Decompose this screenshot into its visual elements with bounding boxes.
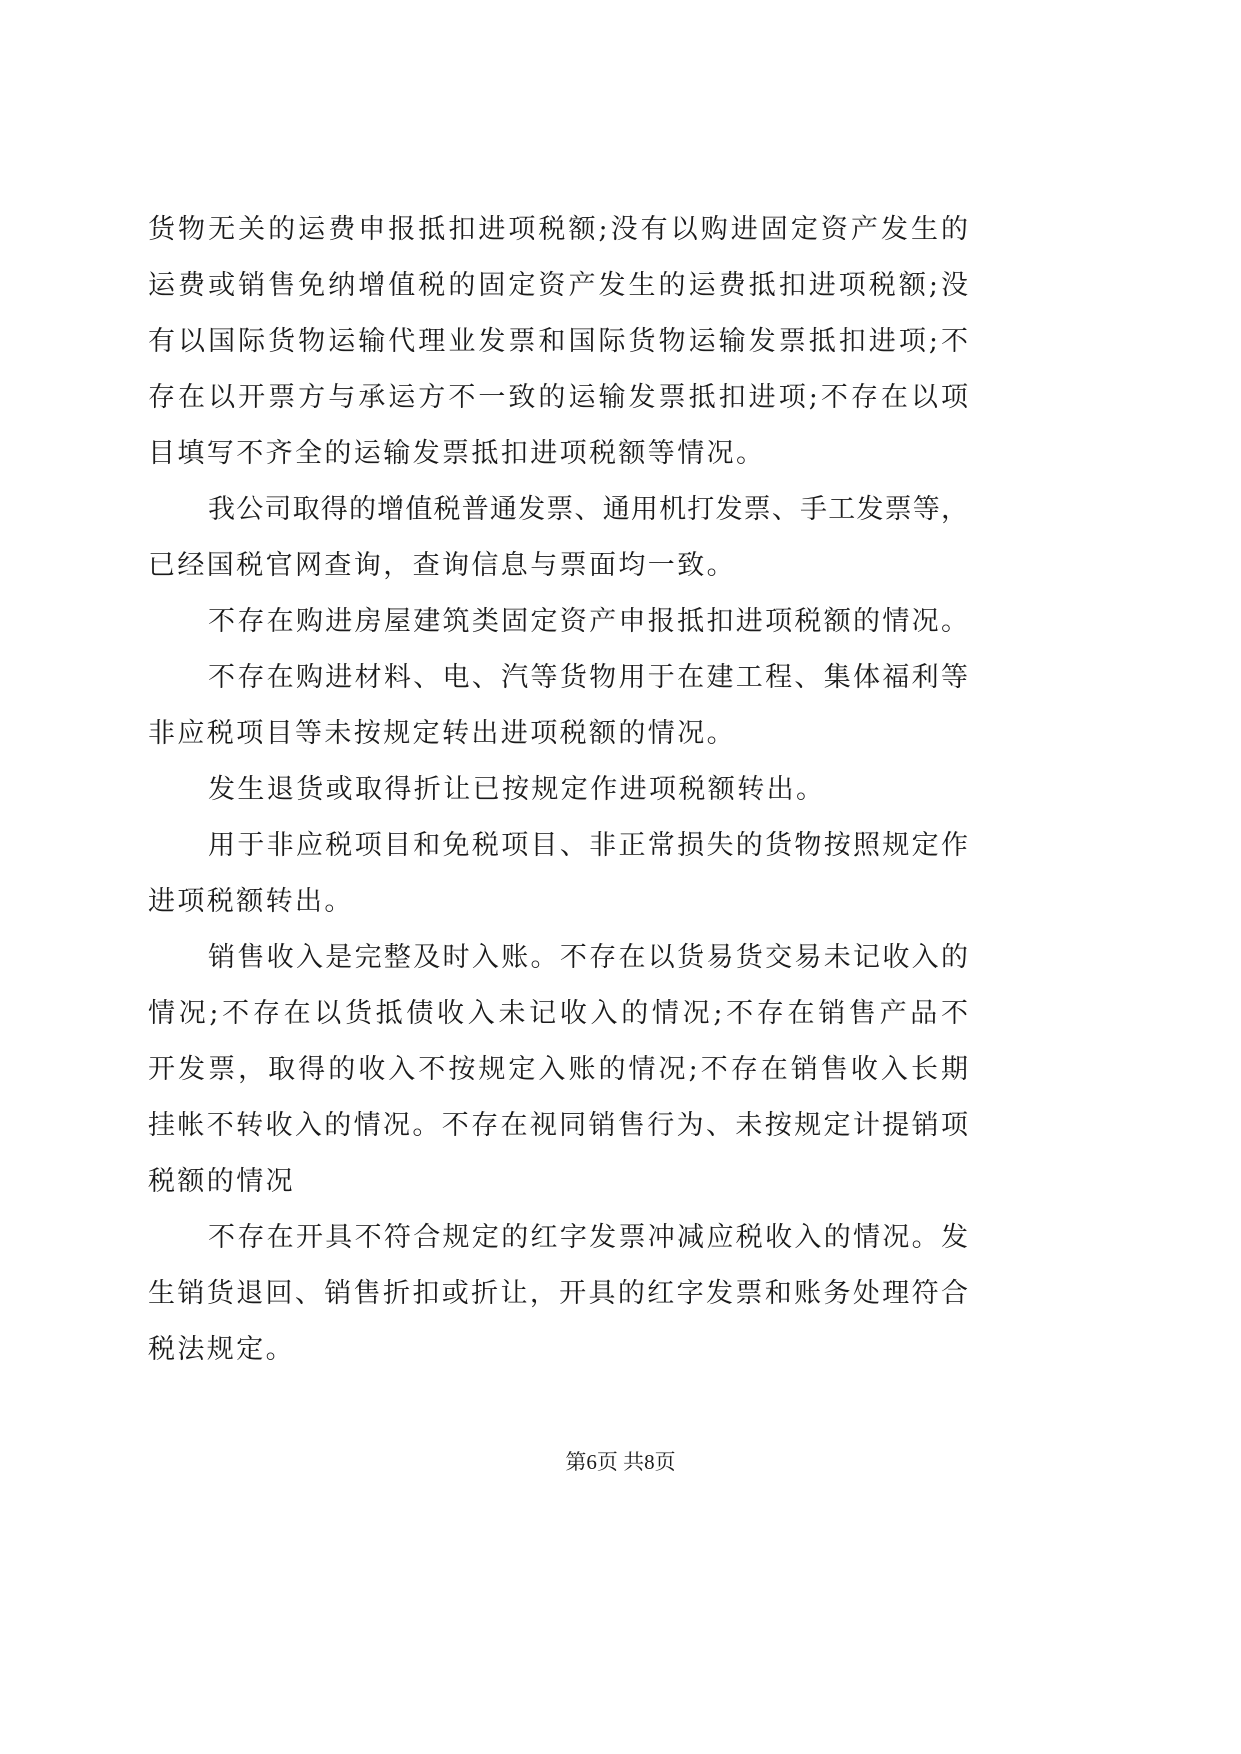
text-line: 销售收入是完整及时入账。不存在以货易货交易未记收入的 <box>208 942 968 973</box>
text-line: 情况;不存在以货抵债收入未记收入的情况;不存在销售产品不 <box>148 998 968 1029</box>
paragraph <box>148 1210 968 1378</box>
document-body <box>148 202 968 1378</box>
text-line: 开发票，取得的收入不按规定入账的情况;不存在销售收入长期 <box>148 1054 968 1085</box>
paragraph <box>148 818 968 930</box>
text-line: 不存在购进房屋建筑类固定资产申报抵扣进项税额的情况。 <box>208 606 968 637</box>
text-line: 税法规定。 <box>148 1334 295 1365</box>
text-line: 进项税额转出。 <box>148 886 354 917</box>
page-number-footer: 第6页 共8页 <box>565 1450 676 1474</box>
text-line: 我公司取得的增值税普通发票、通用机打发票、手工发票等， <box>208 494 968 525</box>
text-line: 运费或销售免纳增值税的固定资产发生的运费抵扣进项税额;没 <box>148 270 968 301</box>
text-line: 不存在开具不符合规定的红字发票冲减应税收入的情况。发 <box>208 1222 968 1253</box>
paragraph <box>148 202 968 482</box>
text-line: 有以国际货物运输代理业发票和国际货物运输发票抵扣进项;不 <box>148 326 968 357</box>
paragraph <box>148 594 968 650</box>
text-line: 发生退货或取得折让已按规定作进项税额转出。 <box>208 774 826 805</box>
text-line: 存在以开票方与承运方不一致的运输发票抵扣进项;不存在以项 <box>148 382 968 413</box>
text-line: 货物无关的运费申报抵扣进项税额;没有以购进固定资产发生的 <box>148 214 968 245</box>
text-line: 不存在购进材料、电、汽等货物用于在建工程、集体福利等 <box>208 662 968 693</box>
text-line: 生销货退回、销售折扣或折让，开具的红字发票和账务处理符合 <box>148 1278 968 1309</box>
text-line: 目填写不齐全的运输发票抵扣进项税额等情况。 <box>148 438 766 469</box>
text-line: 税额的情况 <box>148 1166 295 1197</box>
text-line: 已经国税官网查询，查询信息与票面均一致。 <box>148 550 736 581</box>
text-line: 非应税项目等未按规定转出进项税额的情况。 <box>148 718 736 749</box>
text-line: 挂帐不转收入的情况。不存在视同销售行为、未按规定计提销项 <box>148 1110 968 1141</box>
paragraph <box>148 762 968 818</box>
paragraph <box>148 930 968 1210</box>
paragraph <box>148 650 968 762</box>
paragraph <box>148 482 968 594</box>
text-line: 用于非应税项目和免税项目、非正常损失的货物按照规定作 <box>208 830 968 861</box>
